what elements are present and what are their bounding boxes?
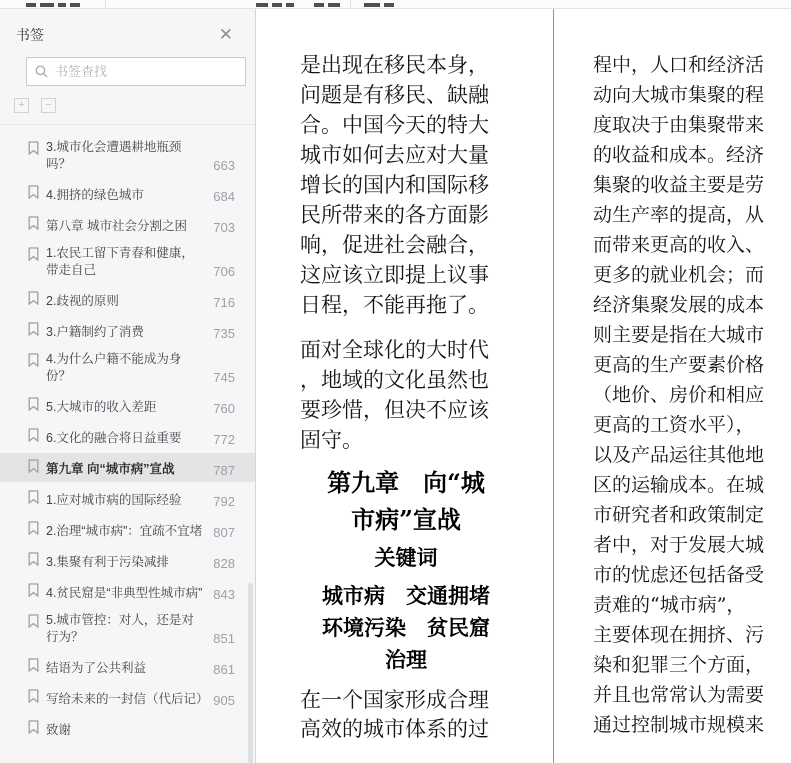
bookmark-item-label: 5.大城市的收入差距 (46, 400, 157, 414)
bookmark-item-page: 807 (213, 525, 235, 540)
bookmark-icon (28, 216, 39, 235)
collapse-all-button[interactable]: − (41, 98, 56, 113)
bookmark-item-label: 5.城市管控：对人，还是对行为？ (46, 613, 194, 644)
text-line: 以及产品运往其他地 (593, 444, 765, 466)
keywords (300, 580, 512, 676)
bookmark-icon (28, 720, 39, 739)
bookmarks-panel (0, 9, 256, 763)
bookmark-item-page: 703 (213, 220, 235, 235)
bookmark-item-page: 735 (213, 326, 235, 341)
bookmark-icon (28, 185, 39, 204)
bookmark-item-label: 6.文化的融合将日益重要 (46, 431, 182, 445)
sidebar-scrollbar-thumb[interactable] (248, 583, 253, 763)
bookmark-icon (28, 658, 39, 677)
toolbar-separator (105, 0, 106, 8)
text-line: 动生产率的提高，从 (593, 204, 765, 226)
bookmark-item[interactable] (0, 453, 255, 482)
bookmark-icon (28, 521, 39, 540)
bookmark-item-label: 1.农民工留下青春和健康，带走自己 (46, 246, 194, 277)
heading-line: 市病”宣战 (351, 505, 461, 534)
text-line: 市研究者和政策制定 (593, 504, 765, 526)
text-line: ，地域的文化虽然也 (300, 368, 489, 392)
bookmark-icon (28, 459, 39, 478)
text-line: 是出现在移民本身， (300, 53, 489, 77)
toolbar-button-fragment[interactable] (384, 3, 394, 7)
text-line: 区的运输成本。在城 (593, 474, 765, 496)
bookmark-item-label: 3.城市化会遭遇耕地瓶颈吗？ (46, 140, 182, 171)
text-line: 而带来更高的收入、 (593, 234, 765, 256)
app-window (0, 9, 791, 763)
text-line: 问题是有移民、缺融 (300, 83, 489, 107)
toolbar-button-fragment[interactable] (272, 3, 282, 7)
text-line: 响，促进社会融合， (300, 233, 489, 257)
bookmark-item-page: 792 (213, 494, 235, 509)
bookmark-item-page: 760 (213, 401, 235, 416)
paragraph (300, 335, 553, 455)
bookmark-search-input[interactable] (55, 64, 237, 79)
bookmark-item[interactable] (0, 135, 255, 177)
toolbar-button-fragment[interactable] (26, 3, 36, 7)
bookmark-item-label: 写给未来的一封信（代后记） (46, 692, 209, 706)
text-line: 主要体现在拥挤、污 (593, 624, 765, 646)
paragraph (300, 686, 553, 744)
text-line: 高效的城市体系的过 (300, 717, 489, 741)
bookmarks-panel-header (0, 9, 255, 51)
text-line: 城市如何去应对大量 (300, 143, 489, 167)
text-line: 则主要是指在大城市 (593, 324, 765, 346)
bookmark-item-page: 843 (213, 587, 235, 602)
keyword-line: 治理 (385, 647, 427, 672)
bookmark-item[interactable] (0, 422, 255, 451)
bookmark-item-label: 4.为什么户籍不能成为身份？ (46, 352, 182, 383)
bookmark-icon (28, 141, 39, 160)
expand-all-button[interactable]: + (14, 98, 29, 113)
bookmark-item-page: 716 (213, 295, 235, 310)
text-line: 经济集聚发展的成本 (593, 294, 765, 316)
text-line: 程中，人口和经济活 (593, 54, 765, 76)
bookmark-item[interactable] (0, 608, 255, 650)
bookmark-item-label: 4.拥挤的绿色城市 (46, 188, 144, 202)
bookmark-item-page: 663 (213, 158, 235, 173)
bookmark-item-page: 745 (213, 370, 235, 385)
text-line: 更多的就业机会；而 (593, 264, 765, 286)
text-line: 要珍惜，但决不应该 (300, 398, 489, 422)
text-line: 合。中国今天的特大 (300, 113, 489, 137)
toolbar-button-fragment[interactable] (256, 3, 268, 7)
text-line: 集聚的收益主要是劳 (593, 174, 765, 196)
text-line: 更高的工资水平）， (593, 414, 755, 436)
bookmark-item-page: 772 (213, 432, 235, 447)
text-line: 民所带来的各方面影 (300, 203, 489, 227)
bookmark-icon (28, 353, 39, 372)
bookmark-item-label: 致谢 (46, 723, 72, 737)
bookmark-item[interactable] (0, 484, 255, 513)
text-line: 度取决于由集聚带来 (593, 114, 765, 136)
bookmark-item-label: 1.应对城市病的国际经验 (46, 493, 182, 507)
bookmark-item[interactable] (0, 683, 255, 712)
document-view (256, 9, 791, 763)
bookmark-item-label: 第八章 城市社会分割之困 (46, 219, 187, 233)
bookmark-item[interactable] (0, 577, 255, 606)
bookmark-icon (28, 689, 39, 708)
bookmark-item[interactable] (0, 316, 255, 345)
text-line: （地价、房价和相应 (593, 384, 765, 406)
bookmark-search-box[interactable] (26, 57, 246, 86)
text-line: 动向大城市集聚的程 (593, 84, 765, 106)
bookmark-icon (28, 428, 39, 447)
bookmark-icon (28, 397, 39, 416)
bookmark-item-page: 706 (213, 264, 235, 279)
paragraph (300, 50, 553, 320)
bookmark-item[interactable] (0, 210, 255, 239)
bookmark-icon (28, 322, 39, 341)
bookmark-item-page: 828 (213, 556, 235, 571)
keyword-line: 城市病 交通拥堵 (322, 583, 490, 608)
text-line: 在一个国家形成合理 (300, 688, 489, 712)
bookmark-item-label: 2.歧视的原则 (46, 294, 119, 308)
text-line: 固守。 (300, 428, 363, 452)
bookmark-item-label: 2.治理“城市病”：宜疏不宜堵 (46, 524, 203, 538)
bookmark-item-page: 905 (213, 693, 235, 708)
bookmark-item-label: 第九章 向“城市病”宣战 (46, 462, 175, 476)
bookmark-item-label: 4.贫民窟是“非典型性城市病” (46, 586, 203, 600)
chapter-heading (300, 464, 512, 538)
bookmark-list (0, 125, 255, 763)
toolbar-button-fragment[interactable] (40, 3, 54, 7)
bookmark-item-page: 787 (213, 463, 235, 478)
bookmark-item[interactable] (0, 285, 255, 314)
bookmark-icon (28, 291, 39, 310)
bookmark-item-page: 684 (213, 189, 235, 204)
text-line: 并且也常常认为需要 (593, 684, 765, 706)
keyword-line: 环境污染 贫民窟 (322, 615, 490, 640)
text-line: 的收益和成本。经济 (593, 144, 765, 166)
bookmark-item-page: 851 (213, 631, 235, 646)
search-icon (35, 65, 48, 78)
toolbar-button-fragment[interactable] (70, 3, 80, 7)
bookmark-icon (28, 552, 39, 571)
toolbar-button-fragment[interactable] (58, 3, 66, 7)
toolbar-button-fragment[interactable] (328, 3, 340, 7)
text-line: 增长的国内和国际移 (300, 173, 489, 197)
bookmark-tools (0, 86, 255, 125)
heading-line: 第九章 向“城 (327, 468, 485, 497)
close-icon[interactable]: ✕ (218, 25, 233, 44)
text-line: 更高的生产要素价格 (593, 354, 765, 376)
bookmark-item-page: 861 (213, 662, 235, 677)
toolbar-separator (350, 0, 351, 8)
text-line: 者中，对于发展大城 (593, 534, 765, 556)
bookmark-item[interactable] (0, 515, 255, 544)
bookmark-item[interactable] (0, 347, 255, 389)
bookmark-item-label: 3.户籍制约了消费 (46, 325, 144, 339)
toolbar-button-fragment[interactable] (286, 3, 294, 7)
text-line: 染和犯罪三个方面， (593, 654, 765, 676)
text-line: 日程，不能再拖了。 (300, 293, 489, 317)
bookmark-item[interactable] (0, 179, 255, 208)
keywords-title: 关键词 (374, 545, 438, 570)
top-toolbar-clipped (0, 0, 791, 9)
bookmark-item[interactable] (0, 391, 255, 420)
panel-title: 书签 (16, 27, 44, 43)
text-line: 责难的“城市病”， (593, 594, 746, 616)
bookmark-item[interactable] (0, 652, 255, 681)
text-line: 市的忧虑还包括备受 (593, 564, 765, 586)
toolbar-button-fragment[interactable] (364, 3, 380, 7)
bookmark-item-label: 3.集聚有利于污染减排 (46, 555, 169, 569)
text-line: 这应该立即提上议事 (300, 263, 489, 287)
bookmark-item[interactable] (0, 546, 255, 575)
bookmark-icon (28, 247, 39, 266)
pdf-page-right (554, 9, 791, 763)
pdf-page-left (256, 9, 554, 763)
bookmark-item[interactable] (0, 241, 255, 283)
bookmark-icon (28, 490, 39, 509)
toolbar-button-fragment[interactable] (314, 3, 324, 7)
bookmark-item[interactable] (0, 714, 255, 743)
bookmark-item-label: 结语为了公共利益 (46, 661, 147, 675)
text-line: 通过控制城市规模来 (593, 714, 765, 736)
text-line: 面对全球化的大时代 (300, 338, 489, 362)
bookmark-icon (28, 614, 39, 633)
bookmark-icon (28, 583, 39, 602)
